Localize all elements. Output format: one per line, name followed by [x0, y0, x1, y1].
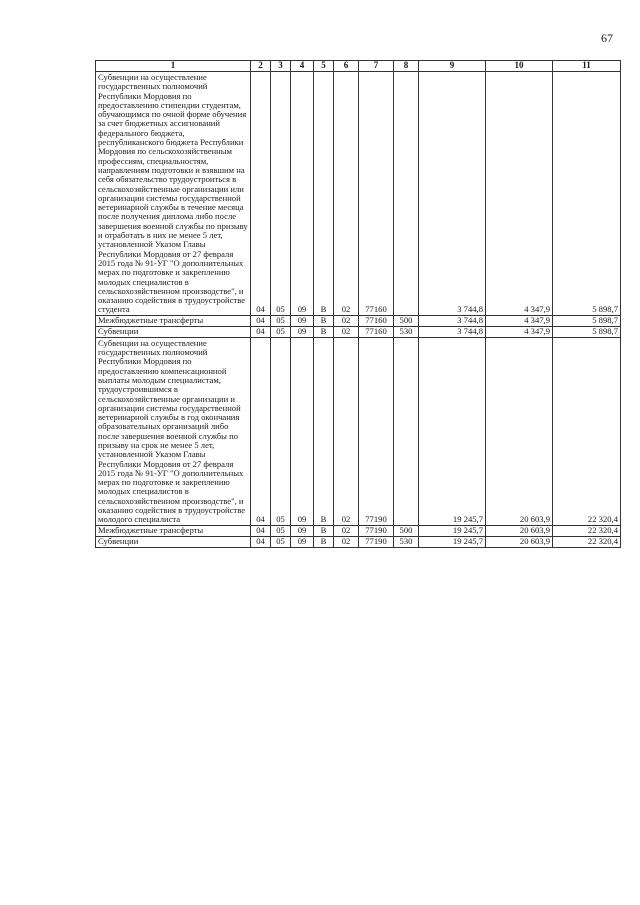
code-cell: 530: [394, 326, 419, 337]
table-row: [96, 525, 621, 536]
header-cell: 10: [486, 61, 553, 72]
header-cell: 7: [359, 61, 394, 72]
code-cell: 77190: [359, 536, 394, 547]
page-number: 67: [601, 31, 613, 45]
code-cell: [394, 72, 419, 316]
amount-cell: 19 245,7: [419, 337, 486, 525]
code-cell: [394, 337, 419, 525]
header-cell: 9: [419, 61, 486, 72]
code-cell: 02: [334, 337, 359, 525]
amount-cell: 22 320,4: [553, 337, 621, 525]
header-cell: 11: [553, 61, 621, 72]
code-cell: 77190: [359, 337, 394, 525]
amount-cell: 5 898,7: [553, 72, 621, 316]
code-cell: В: [314, 72, 334, 316]
table-row: [96, 337, 621, 525]
code-cell: 02: [334, 326, 359, 337]
header-cell: 6: [334, 61, 359, 72]
code-cell: 09: [291, 337, 314, 525]
amount-cell: 20 603,9: [486, 337, 553, 525]
amount-cell: 19 245,7: [419, 525, 486, 536]
header-cell: 4: [291, 61, 314, 72]
row-name: Субвенции: [96, 536, 251, 547]
code-cell: 05: [271, 72, 291, 316]
amount-cell: 20 603,9: [486, 536, 553, 547]
row-name: Субвенции на осуществление государственных полномочий Республики Мордовия по предоставлению компенсационной выплаты молодым специалистам, трудоустроившимся в сельскохозяйственные организации и организации системы государственной ветеринарной службы в год окончания образовательных организаций либо после завершения военной службы по призыву на срок не менее 5 лет, установленной Указом Главы Республики Мордовия от 27 февраля 2015 года № 91-УГ "О дополнительных мерах по подготовке и закреплению молодых специалистов в сельскохозяйственном производстве", и оказанию содействия в трудоустройстве молодого специалиста: [98, 337, 246, 525]
amount-cell: 4 347,9: [486, 72, 553, 316]
code-cell: 05: [271, 525, 291, 536]
code-cell: 500: [394, 525, 419, 536]
table-row: [96, 315, 621, 326]
header-cell: 2: [251, 61, 271, 72]
code-cell: 09: [291, 536, 314, 547]
amount-cell: 22 320,4: [553, 525, 621, 536]
table-row: [96, 72, 621, 316]
code-cell: 05: [271, 315, 291, 326]
code-cell: В: [314, 536, 334, 547]
amount-cell: 22 320,4: [553, 536, 621, 547]
code-cell: 05: [271, 326, 291, 337]
budget-table: [95, 60, 621, 548]
table-row: [96, 536, 621, 547]
amount-cell: 5 898,7: [553, 315, 621, 326]
code-cell: 04: [251, 315, 271, 326]
code-cell: В: [314, 337, 334, 525]
code-cell: 02: [334, 525, 359, 536]
code-cell: 530: [394, 536, 419, 547]
header-cell: 1: [96, 61, 251, 72]
amount-cell: 19 245,7: [419, 536, 486, 547]
row-name: Субвенции на осуществление государственных полномочий Республики Мордовия по предоставлению стипендии студентам, обучающимся по очной форме обучения за счет бюджетных ассигнований федерального бюджета, республиканского бюджета Республики Мордовия по сельскохозяйственным профессиям, специальностям, направлениям подготовки и взявшим на себя обязательство трудоустроиться в сельскохозяйственные организации или организации системы государственной ветеринарной службы в течение месяца после получения диплома либо после завершения военной службы по призыву и отработать в них не менее 5 лет, установленной Указом Главы Республики Мордовия от 27 февраля 2015 года № 91-УГ "О дополнительных мерах по подготовке и закреплению молодых специалистов в сельскохозяйственном производстве", и оказанию содействия в трудоустройстве студента: [98, 72, 248, 315]
header-cell: 5: [314, 61, 334, 72]
code-cell: 77160: [359, 72, 394, 316]
code-cell: 02: [334, 72, 359, 316]
row-name-cell: [96, 337, 251, 525]
table-row: [96, 326, 621, 337]
code-cell: 09: [291, 326, 314, 337]
amount-cell: 5 898,7: [553, 326, 621, 337]
code-cell: 77160: [359, 315, 394, 326]
code-cell: 77160: [359, 326, 394, 337]
code-cell: 05: [271, 337, 291, 525]
row-name: Субвенции: [96, 326, 251, 337]
amount-cell: 3 744,8: [419, 72, 486, 316]
code-cell: 04: [251, 536, 271, 547]
code-cell: 02: [334, 315, 359, 326]
code-cell: В: [314, 315, 334, 326]
amount-cell: 4 347,9: [486, 326, 553, 337]
header-cell: 8: [394, 61, 419, 72]
code-cell: 05: [271, 536, 291, 547]
code-cell: 77190: [359, 525, 394, 536]
amount-cell: 3 744,8: [419, 315, 486, 326]
code-cell: 02: [334, 536, 359, 547]
row-name: Межбюджетные трансферты: [96, 525, 251, 536]
code-cell: 09: [291, 525, 314, 536]
code-cell: 04: [251, 525, 271, 536]
table-header-row: [96, 61, 621, 72]
code-cell: 09: [291, 315, 314, 326]
amount-cell: 20 603,9: [486, 525, 553, 536]
row-name-cell: [96, 72, 251, 316]
row-name: Межбюджетные трансферты: [96, 315, 251, 326]
amount-cell: 3 744,8: [419, 326, 486, 337]
header-cell: 3: [271, 61, 291, 72]
code-cell: 04: [251, 337, 271, 525]
code-cell: 09: [291, 72, 314, 316]
code-cell: В: [314, 326, 334, 337]
code-cell: 500: [394, 315, 419, 326]
code-cell: 04: [251, 326, 271, 337]
code-cell: В: [314, 525, 334, 536]
code-cell: 04: [251, 72, 271, 316]
amount-cell: 4 347,9: [486, 315, 553, 326]
